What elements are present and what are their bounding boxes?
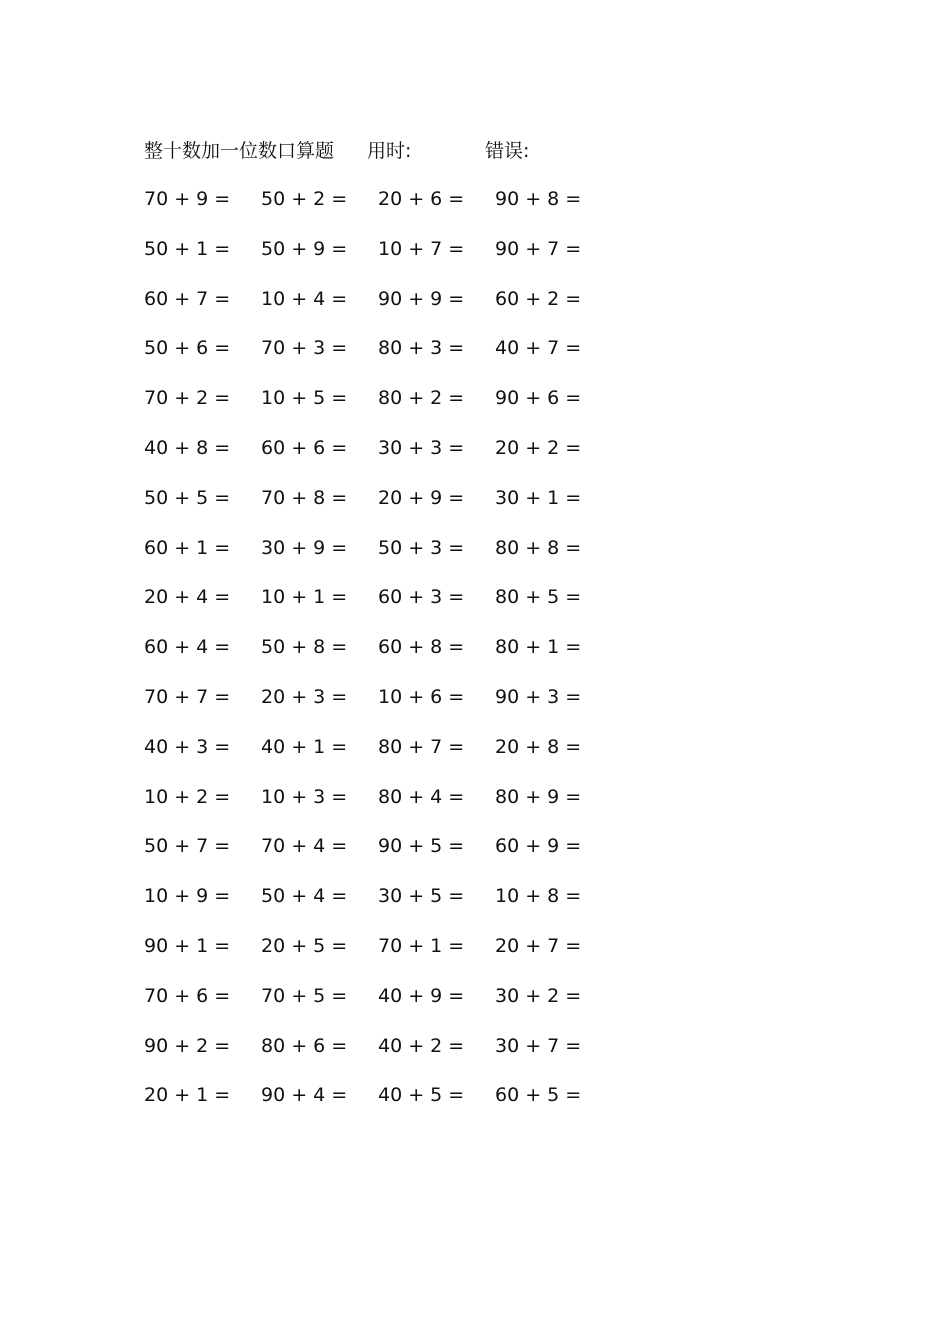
math-problem: 70 + 8 = bbox=[261, 486, 348, 509]
problem-row bbox=[144, 183, 624, 233]
math-problem: 40 + 1 = bbox=[261, 735, 348, 758]
math-problem: 80 + 5 = bbox=[495, 586, 582, 609]
math-problem: 60 + 3 = bbox=[378, 586, 465, 609]
math-problem: 80 + 2 = bbox=[378, 387, 465, 410]
math-problem: 40 + 2 = bbox=[378, 1034, 465, 1057]
math-problem: 50 + 2 = bbox=[261, 188, 348, 210]
math-problem: 70 + 1 = bbox=[378, 934, 465, 957]
problem-row bbox=[144, 980, 624, 1030]
math-problem: 10 + 9 = bbox=[144, 885, 231, 908]
math-problem: 90 + 2 = bbox=[144, 1034, 231, 1057]
math-problem: 20 + 2 = bbox=[495, 436, 582, 459]
math-problem: 80 + 8 = bbox=[495, 536, 582, 559]
problem-grid bbox=[144, 183, 624, 1129]
math-problem: 20 + 3 = bbox=[261, 685, 348, 708]
math-problem: 70 + 4 = bbox=[261, 835, 348, 858]
problem-row bbox=[144, 283, 624, 333]
math-problem: 60 + 5 = bbox=[495, 1084, 582, 1107]
math-problem: 50 + 6 = bbox=[144, 337, 231, 360]
math-problem: 90 + 7 = bbox=[495, 237, 582, 260]
error-label: 错误: bbox=[485, 140, 530, 162]
math-problem: 60 + 1 = bbox=[144, 536, 231, 559]
math-problem: 40 + 8 = bbox=[144, 436, 231, 459]
math-problem: 60 + 8 = bbox=[378, 636, 465, 659]
math-problem: 90 + 8 = bbox=[495, 188, 582, 210]
math-problem: 40 + 7 = bbox=[495, 337, 582, 360]
math-problem: 50 + 9 = bbox=[261, 237, 348, 260]
math-problem: 20 + 4 = bbox=[144, 586, 231, 609]
problem-row bbox=[144, 930, 624, 980]
math-problem: 10 + 6 = bbox=[378, 685, 465, 708]
math-problem: 30 + 5 = bbox=[378, 885, 465, 908]
math-problem: 20 + 5 = bbox=[261, 934, 348, 957]
problem-row bbox=[144, 631, 624, 681]
math-problem: 60 + 4 = bbox=[144, 636, 231, 659]
problem-row bbox=[144, 681, 624, 731]
math-problem: 90 + 6 = bbox=[495, 387, 582, 410]
math-problem: 40 + 5 = bbox=[378, 1084, 465, 1107]
math-problem: 20 + 7 = bbox=[495, 934, 582, 957]
math-problem: 70 + 5 = bbox=[261, 984, 348, 1007]
math-problem: 90 + 3 = bbox=[495, 685, 582, 708]
math-problem: 30 + 1 = bbox=[495, 486, 582, 509]
math-problem: 70 + 2 = bbox=[144, 387, 231, 410]
math-problem: 20 + 1 = bbox=[144, 1084, 231, 1107]
math-problem: 70 + 9 = bbox=[144, 188, 231, 210]
math-problem: 20 + 8 = bbox=[495, 735, 582, 758]
math-problem: 50 + 3 = bbox=[378, 536, 465, 559]
math-problem: 50 + 4 = bbox=[261, 885, 348, 908]
math-problem: 80 + 3 = bbox=[378, 337, 465, 360]
problem-row bbox=[144, 1030, 624, 1080]
math-problem: 70 + 3 = bbox=[261, 337, 348, 360]
math-problem: 90 + 4 = bbox=[261, 1084, 348, 1107]
math-problem: 80 + 1 = bbox=[495, 636, 582, 659]
math-problem: 30 + 7 = bbox=[495, 1034, 582, 1057]
problem-row bbox=[144, 532, 624, 582]
math-problem: 70 + 7 = bbox=[144, 685, 231, 708]
problem-row bbox=[144, 781, 624, 831]
math-problem: 70 + 6 = bbox=[144, 984, 231, 1007]
problem-row bbox=[144, 830, 624, 880]
worksheet-header bbox=[144, 136, 704, 166]
math-problem: 10 + 1 = bbox=[261, 586, 348, 609]
problem-row bbox=[144, 382, 624, 432]
problem-row bbox=[144, 233, 624, 283]
math-problem: 10 + 5 = bbox=[261, 387, 348, 410]
problem-row bbox=[144, 1079, 624, 1129]
time-label: 用时: bbox=[367, 140, 412, 162]
problem-row bbox=[144, 880, 624, 930]
problem-row bbox=[144, 432, 624, 482]
math-problem: 80 + 7 = bbox=[378, 735, 465, 758]
math-problem: 90 + 5 = bbox=[378, 835, 465, 858]
math-problem: 80 + 6 = bbox=[261, 1034, 348, 1057]
worksheet-title: 整十数加一位数口算题 bbox=[144, 140, 335, 162]
math-problem: 50 + 8 = bbox=[261, 636, 348, 659]
math-problem: 80 + 4 = bbox=[378, 785, 465, 808]
math-problem: 60 + 2 = bbox=[495, 287, 582, 310]
math-problem: 50 + 7 = bbox=[144, 835, 231, 858]
math-problem: 60 + 9 = bbox=[495, 835, 582, 858]
math-problem: 40 + 9 = bbox=[378, 984, 465, 1007]
math-problem: 60 + 6 = bbox=[261, 436, 348, 459]
math-problem: 10 + 2 = bbox=[144, 785, 231, 808]
math-problem: 30 + 2 = bbox=[495, 984, 582, 1007]
math-problem: 90 + 9 = bbox=[378, 287, 465, 310]
problem-row bbox=[144, 581, 624, 631]
math-problem: 40 + 3 = bbox=[144, 735, 231, 758]
math-problem: 10 + 8 = bbox=[495, 885, 582, 908]
math-problem: 20 + 6 = bbox=[378, 188, 465, 210]
math-problem: 50 + 5 = bbox=[144, 486, 231, 509]
problem-row bbox=[144, 482, 624, 532]
math-problem: 30 + 9 = bbox=[261, 536, 348, 559]
math-problem: 50 + 1 = bbox=[144, 237, 231, 260]
problem-row bbox=[144, 731, 624, 781]
math-problem: 60 + 7 = bbox=[144, 287, 231, 310]
math-problem: 80 + 9 = bbox=[495, 785, 582, 808]
math-problem: 20 + 9 = bbox=[378, 486, 465, 509]
math-problem: 10 + 7 = bbox=[378, 237, 465, 260]
problem-row bbox=[144, 332, 624, 382]
math-problem: 10 + 3 = bbox=[261, 785, 348, 808]
math-problem: 90 + 1 = bbox=[144, 934, 231, 957]
math-problem: 10 + 4 = bbox=[261, 287, 348, 310]
math-problem: 30 + 3 = bbox=[378, 436, 465, 459]
